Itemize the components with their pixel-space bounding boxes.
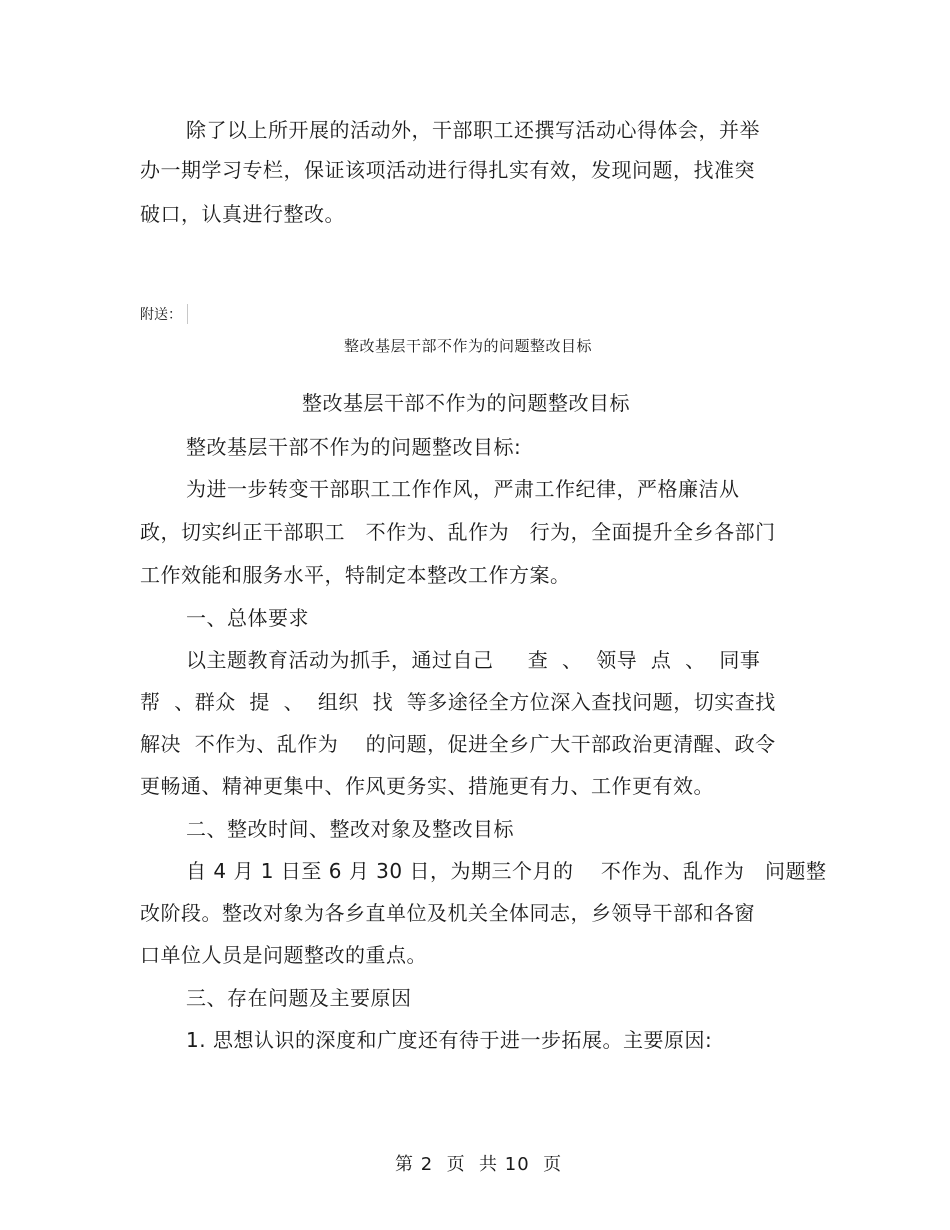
intro-line-1: 除了以上所开展的活动外，干部职工还撰写活动心得体会，并举 xyxy=(186,118,760,142)
document-title: 整改基层干部不作为的问题整改目标 xyxy=(302,391,630,415)
body-line-2: 为进一步转变干部职工工作作风，严肃工作纪律，严格廉洁从 xyxy=(186,477,740,501)
attachment-caption: 整改基层干部不作为的问题整改目标 xyxy=(344,337,593,355)
body-line-6: 帮 、群众 提 、 组织 找 等多途径全方位深入查找问题，切实查找 xyxy=(140,690,776,714)
section-heading-2: 二、整改时间、整改对象及整改目标 xyxy=(186,817,514,841)
intro-line-3: 破口，认真进行整改。 xyxy=(140,202,345,226)
section-heading-3: 三、存在问题及主要原因 xyxy=(186,986,412,1010)
body-line-10: 改阶段。整改对象为各乡直单位及机关全体同志，乡领导干部和各窗 xyxy=(140,901,755,925)
body-line-4: 工作效能和服务水平，特制定本整改工作方案。 xyxy=(140,563,571,587)
body-line-11: 口单位人员是问题整改的重点。 xyxy=(140,943,427,967)
body-line-5: 以主题教育活动为抓手，通过自己 查 、 领导 点 、 同事 xyxy=(186,648,761,672)
attachment-label: 附送： xyxy=(140,307,182,323)
body-line-12: 1. 思想认识的深度和广度还有待于进一步拓展。主要原因: xyxy=(186,1028,713,1052)
body-line-3: 政，切实纠正干部职工 不作为、乱作为 行为，全面提升全乡各部门 xyxy=(140,520,776,544)
section-heading-1: 一、总体要求 xyxy=(186,606,309,630)
intro-line-2: 办一期学习专栏，保证该项活动进行得扎实有效，发现问题，找准突 xyxy=(140,158,755,182)
body-line-1: 整改基层干部不作为的问题整改目标: xyxy=(186,435,522,459)
text-cursor-divider xyxy=(187,304,188,324)
body-line-9: 自 4 月 1 日至 6 月 30 日，为期三个月的 不作为、乱作为 问题整 xyxy=(186,859,827,883)
body-line-8: 更畅通、精神更集中、作风更务实、措施更有力、工作更有效。 xyxy=(140,774,714,798)
page-number: 第 2 页 共 10 页 xyxy=(395,1154,563,1175)
body-line-7: 解决 不作为、乱作为 的问题，促进全乡广大干部政治更清醒、政令 xyxy=(140,732,776,756)
